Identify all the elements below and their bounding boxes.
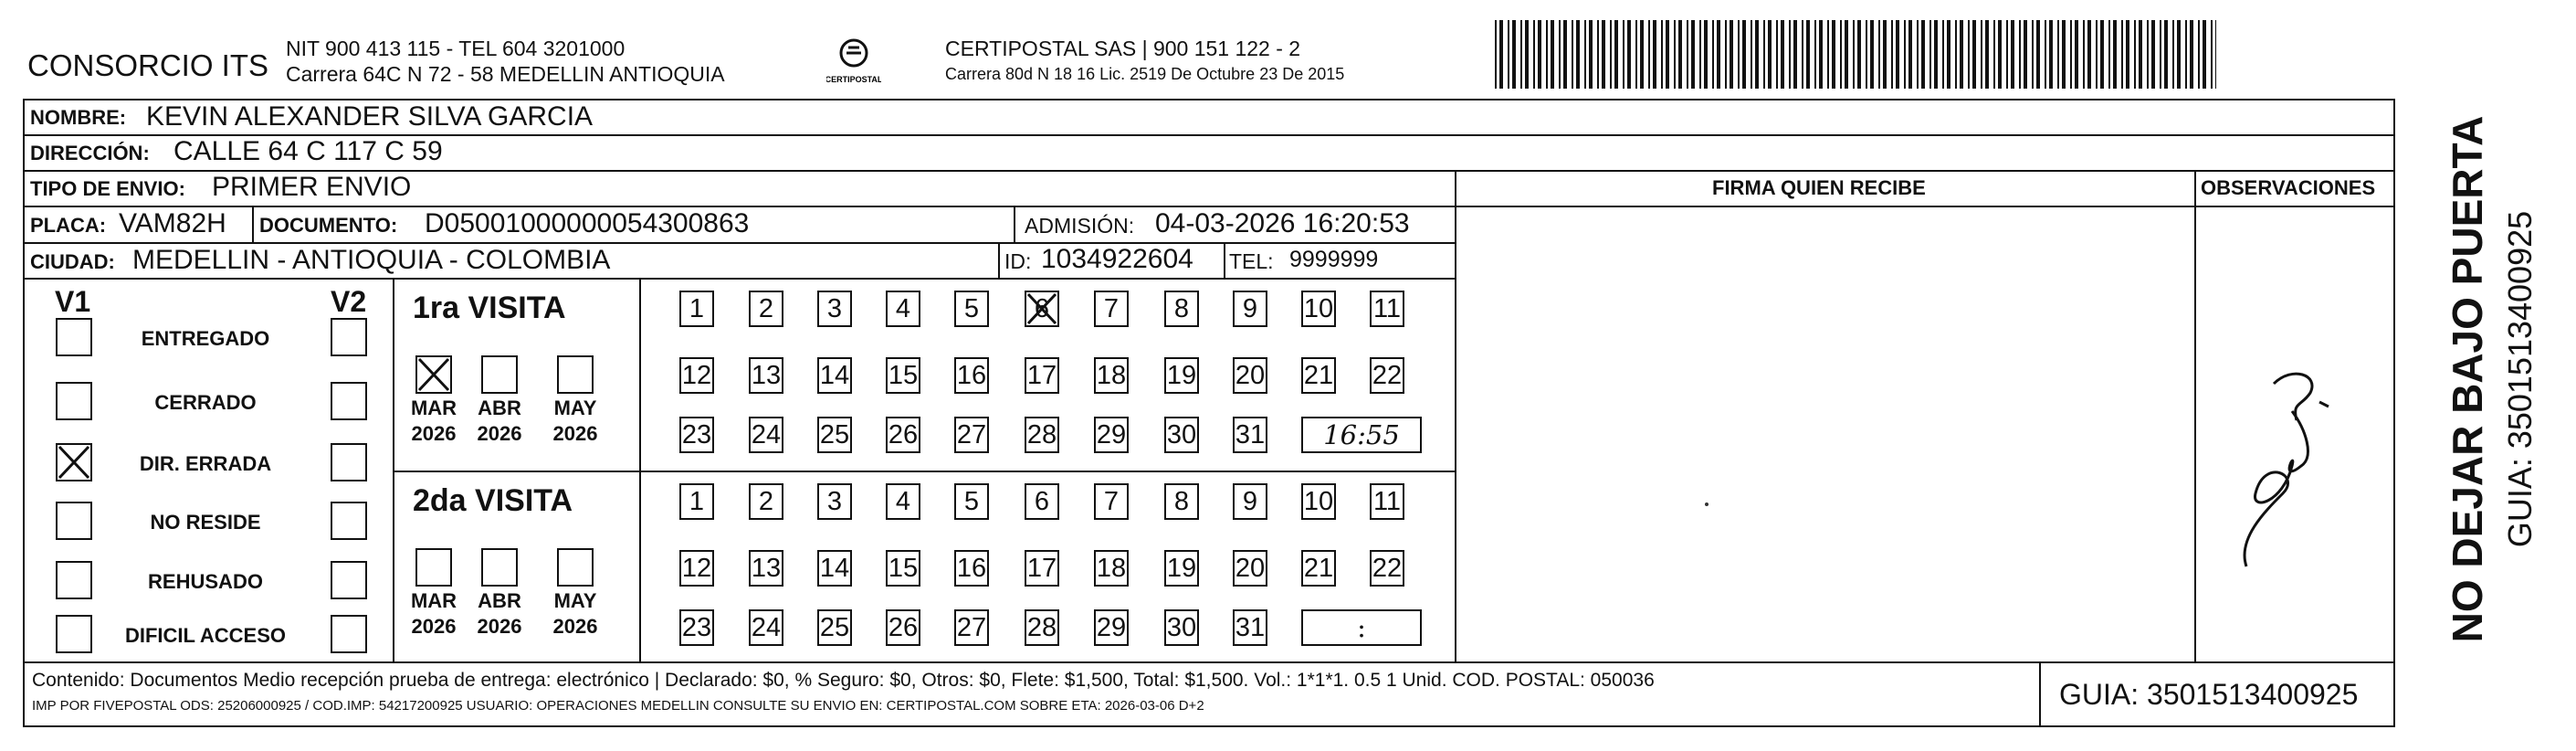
v2-label: V2 <box>331 285 367 318</box>
barcode-bar <box>1878 20 1880 89</box>
barcode-bar <box>1712 20 1714 89</box>
observaciones-scribble <box>2228 356 2347 594</box>
month-checkbox[interactable] <box>415 355 452 394</box>
barcode-bar <box>1623 20 1624 89</box>
barcode-bar <box>1576 20 1580 89</box>
v2-checkbox[interactable] <box>331 502 367 540</box>
barcode-bar <box>1891 20 1893 89</box>
side-text <box>2402 110 2571 649</box>
day-cell[interactable]: 29 <box>1094 417 1129 453</box>
visit-title: 1ra VISITA <box>413 291 566 325</box>
day-cell[interactable]: 9 <box>1233 483 1267 520</box>
barcode-bar <box>1947 20 1950 89</box>
barcode-bar <box>1661 20 1663 89</box>
barcode-bar <box>2087 20 2091 89</box>
placa-value: VAM82H <box>119 208 226 238</box>
barcode-bar <box>1845 20 1848 89</box>
tipo-envio-value: PRIMER ENVIO <box>212 172 412 202</box>
day-cell[interactable]: 22 <box>1370 550 1404 587</box>
barcode-bar <box>1584 20 1586 89</box>
day-cell[interactable]: 31 <box>1233 609 1267 646</box>
barcode-bar <box>1934 20 1938 89</box>
day-cell[interactable]: 17 <box>1025 550 1059 587</box>
day-cell[interactable]: 4 <box>886 483 920 520</box>
day-cell[interactable]: 20 <box>1233 357 1267 394</box>
documento-value: D05001000000054300863 <box>425 208 750 238</box>
placa-label: PLACA: <box>30 214 107 237</box>
day-cell[interactable]: 18 <box>1094 550 1129 587</box>
barcode-bar <box>1866 20 1867 89</box>
day-cell[interactable]: 28 <box>1025 417 1059 453</box>
status-label: DIFICIL ACCESO <box>124 624 287 647</box>
day-cell[interactable]: 17 <box>1025 357 1059 394</box>
barcode-bar <box>2036 20 2040 89</box>
barcode-bar <box>2121 20 2123 89</box>
day-cell[interactable]: 12 <box>679 357 714 394</box>
barcode-bar <box>1666 20 1669 89</box>
day-cell[interactable]: 20 <box>1233 550 1267 587</box>
month-year: 2026 <box>477 422 522 445</box>
carrier-name: CERTIPOSTAL SAS | 900 151 122 - 2 <box>945 37 1301 60</box>
visit-time-field[interactable]: : <box>1301 609 1422 646</box>
day-cell[interactable]: 30 <box>1164 417 1199 453</box>
barcode-bar <box>1806 20 1810 89</box>
barcode-bar <box>2011 20 2014 89</box>
status-label: REHUSADO <box>148 570 263 593</box>
footer-contenido: Contenido: Documentos Medio recepción prueba de entrega: electrónico | Declarado: $0, % Seguro: $0, Otros: $0, Flete: $1,500, Total: $1,500. Vol.: 1*1*1. 0.5 1 Unid. COD. POSTAL: 050036 <box>32 670 1655 691</box>
barcode-bar <box>1853 20 1855 89</box>
company-address: Carrera 64C N 72 - 58 MEDELLIN ANTIOQUIA <box>286 62 725 86</box>
nombre-value: KEVIN ALEXANDER SILVA GARCIA <box>146 101 594 132</box>
v1-checkbox[interactable] <box>56 318 92 356</box>
barcode-bar <box>1929 20 1931 89</box>
certipostal-logo <box>826 37 881 87</box>
barcode-bar <box>1520 20 1522 89</box>
footer-guia: GUIA: 3501513400925 <box>2059 678 2359 711</box>
company-nit-tel: NIT 900 413 115 - TEL 604 3201000 <box>286 37 626 60</box>
day-cell[interactable]: 2 <box>749 291 783 327</box>
day-cell[interactable]: 15 <box>886 550 920 587</box>
barcode-bar <box>2070 20 2072 89</box>
direccion-label: DIRECCIÓN: <box>30 142 150 164</box>
month-label: MAY <box>553 397 597 419</box>
side-guia: GUIA: 3501513400925 <box>2501 210 2539 548</box>
barcode-bar <box>2096 20 2098 89</box>
barcode-bar <box>1998 20 2002 89</box>
day-cell[interactable]: 14 <box>817 357 852 394</box>
month-label: MAR <box>410 397 457 419</box>
barcode-bar <box>1840 20 1842 89</box>
v1-checkbox[interactable] <box>56 443 92 481</box>
status-label: CERRADO <box>154 391 257 414</box>
barcode-bar <box>1610 20 1612 89</box>
barcode-bar <box>1512 20 1516 89</box>
month-checkbox[interactable] <box>481 548 518 587</box>
day-cell[interactable]: 29 <box>1094 609 1129 646</box>
barcode-bar <box>2108 20 2110 89</box>
month-year: 2026 <box>552 422 598 445</box>
month-checkbox[interactable] <box>415 548 452 587</box>
barcode-bar <box>2203 20 2206 89</box>
barcode-bar <box>1781 20 1784 89</box>
admision-label: ADMISIÓN: <box>1025 214 1135 238</box>
v1-checkbox[interactable] <box>56 382 92 420</box>
day-cell[interactable]: 16 <box>954 550 989 587</box>
day-cell[interactable]: 13 <box>749 550 783 587</box>
barcode-bar <box>1819 20 1823 89</box>
barcode-bar <box>1499 20 1503 89</box>
status-label: NO RESIDE <box>150 511 261 534</box>
day-cell[interactable]: 11 <box>1370 291 1404 327</box>
v1-checkbox[interactable] <box>56 615 92 653</box>
day-cell[interactable]: 1 <box>679 483 714 520</box>
barcode-bar <box>1678 20 1682 89</box>
day-cell[interactable]: 2 <box>749 483 783 520</box>
barcode-bar <box>2185 20 2187 89</box>
barcode-bar <box>1742 20 1746 89</box>
tel-label: TEL: <box>1229 249 1274 273</box>
barcode-bar <box>1725 20 1727 89</box>
barcode-bar <box>1776 20 1778 89</box>
day-cell[interactable]: 21 <box>1301 550 1336 587</box>
barcode-bar <box>2019 20 2021 89</box>
barcode-bar <box>2100 20 2104 89</box>
day-cell[interactable]: 3 <box>817 291 852 327</box>
barcode-bar <box>1653 20 1656 89</box>
barcode-bar <box>1857 20 1861 89</box>
barcode-bar <box>1985 20 1989 89</box>
barcode-bar <box>1827 20 1829 89</box>
barcode-bar <box>1993 20 1995 89</box>
day-cell[interactable]: 13 <box>749 357 783 394</box>
barcode-bar <box>1921 20 1925 89</box>
observaciones-label: OBSERVACIONES <box>2201 176 2376 199</box>
barcode-bar <box>1546 20 1548 89</box>
barcode-bar <box>1768 20 1772 89</box>
barcode-bar <box>1755 20 1759 89</box>
visit-time-field[interactable]: 16:55 <box>1301 417 1422 453</box>
barcode-bar <box>1960 20 1963 89</box>
barcode-bar <box>2139 20 2142 89</box>
month-checkbox[interactable] <box>557 355 594 394</box>
v1-checkbox[interactable] <box>56 502 92 540</box>
barcode-bar <box>1802 20 1803 89</box>
barcode-bar <box>2126 20 2129 89</box>
barcode-bar <box>1968 20 1970 89</box>
v2-checkbox[interactable] <box>331 382 367 420</box>
barcode-bar <box>2211 20 2213 89</box>
barcode-bar <box>1635 20 1637 89</box>
signature-divider <box>1455 170 1456 661</box>
id-value: 1034922604 <box>1041 244 1193 274</box>
day-cell[interactable]: 9 <box>1233 291 1267 327</box>
day-cell[interactable]: 28 <box>1025 609 1059 646</box>
day-cell[interactable]: 25 <box>817 609 852 646</box>
barcode-bar <box>1917 20 1919 89</box>
day-cell[interactable]: 6 <box>1025 291 1059 327</box>
day-cell[interactable]: 26 <box>886 609 920 646</box>
barcode-bar <box>1538 20 1541 89</box>
signature-mark <box>1703 498 1712 507</box>
day-cell[interactable]: 21 <box>1301 357 1336 394</box>
month-label: ABR <box>478 589 521 612</box>
tipo-envio-label: TIPO DE ENVIO: <box>30 177 185 200</box>
barcode-bar <box>2062 20 2066 89</box>
day-cell[interactable]: 10 <box>1301 291 1336 327</box>
barcode-bar <box>1687 20 1688 89</box>
day-cell[interactable]: 31 <box>1233 417 1267 453</box>
barcode-bar <box>1814 20 1816 89</box>
day-cell[interactable]: 22 <box>1370 357 1404 394</box>
day-cell[interactable]: 7 <box>1094 483 1129 520</box>
day-cell[interactable]: 24 <box>749 417 783 453</box>
barcode-bar <box>1730 20 1733 89</box>
barcode-bar <box>2006 20 2008 89</box>
v2-checkbox[interactable] <box>331 615 367 653</box>
day-cell[interactable]: 14 <box>817 550 852 587</box>
barcode-bar <box>2198 20 2200 89</box>
firma-label: FIRMA QUIEN RECIBE <box>1712 176 1926 199</box>
barcode-bar <box>2083 20 2085 89</box>
day-cell[interactable]: 10 <box>1301 483 1336 520</box>
barcode-bar <box>1572 20 1573 89</box>
barcode-bar <box>1908 20 1912 89</box>
v2-checkbox[interactable] <box>331 318 367 356</box>
barcode-bar <box>2075 20 2078 89</box>
barcode-bar <box>1589 20 1593 89</box>
no-dejar-bajo-puerta: NO DEJAR BAJO PUERTA <box>2444 115 2491 643</box>
barcode-bar <box>1704 20 1708 89</box>
barcode-bar <box>2172 20 2174 89</box>
barcode-bar <box>1495 20 1497 89</box>
barcode-bar <box>1717 20 1720 89</box>
month-checkbox[interactable] <box>481 355 518 394</box>
day-cell[interactable]: 6 <box>1025 483 1059 520</box>
tel-value: 9999999 <box>1289 247 1379 272</box>
day-cell[interactable]: 16 <box>954 357 989 394</box>
barcode-bar <box>1648 20 1650 89</box>
v1-label: V1 <box>55 285 91 318</box>
barcode-bar <box>2164 20 2168 89</box>
svg-text:CERTIPOSTAL: CERTIPOSTAL <box>826 75 881 84</box>
day-cell[interactable]: 3 <box>817 483 852 520</box>
nombre-label: NOMBRE: <box>30 106 127 129</box>
barcode-bar <box>2160 20 2161 89</box>
barcode-bar <box>1793 20 1797 89</box>
ciudad-value: MEDELLIN - ANTIOQUIA - COLOMBIA <box>132 245 611 275</box>
barcode-bar <box>2024 20 2027 89</box>
barcode-bar <box>1832 20 1835 89</box>
barcode-bar <box>1981 20 1982 89</box>
day-cell[interactable]: 7 <box>1094 291 1129 327</box>
day-cell[interactable]: 27 <box>954 417 989 453</box>
day-cell[interactable]: 25 <box>817 417 852 453</box>
barcode-bar <box>1640 20 1644 89</box>
ciudad-label: CIUDAD: <box>30 250 115 273</box>
barcode-bar <box>1563 20 1567 89</box>
barcode-bar <box>1972 20 1976 89</box>
month-year: 2026 <box>411 422 457 445</box>
day-cell[interactable]: 15 <box>886 357 920 394</box>
barcode-bar <box>1627 20 1631 89</box>
month-label: MAR <box>410 589 457 612</box>
day-cell[interactable]: 24 <box>749 609 783 646</box>
barcode-bar <box>1942 20 1944 89</box>
barcode-bar <box>1883 20 1887 89</box>
day-cell[interactable]: 5 <box>954 483 989 520</box>
documento-label: DOCUMENTO: <box>259 214 398 237</box>
status-label: ENTREGADO <box>141 327 270 350</box>
barcode-bar <box>1614 20 1618 89</box>
barcode-bar <box>1551 20 1554 89</box>
admision-value: 04-03-2026 16:20:53 <box>1155 208 1410 238</box>
barcode-bar <box>2215 20 2216 89</box>
barcode-bar <box>1955 20 1957 89</box>
barcode-bar <box>1699 20 1701 89</box>
barcode-bar <box>1559 20 1561 89</box>
barcode-bar <box>1870 20 1874 89</box>
barcode-bar <box>1763 20 1765 89</box>
v2-checkbox[interactable] <box>331 443 367 481</box>
month-label: MAY <box>553 589 597 612</box>
barcode-bar <box>1525 20 1529 89</box>
day-cell[interactable]: 8 <box>1164 291 1199 327</box>
day-cell[interactable]: 5 <box>954 291 989 327</box>
barcode-bar <box>2113 20 2117 89</box>
barcode-bar <box>2032 20 2034 89</box>
day-cell[interactable]: 1 <box>679 291 714 327</box>
day-cell[interactable]: 23 <box>679 609 714 646</box>
barcode-bar <box>2177 20 2181 89</box>
barcode-bar <box>1904 20 1906 89</box>
month-year: 2026 <box>411 615 457 638</box>
day-cell[interactable]: 19 <box>1164 550 1199 587</box>
month-year: 2026 <box>552 615 598 638</box>
barcode-bar <box>1691 20 1695 89</box>
observaciones-divider <box>2194 170 2196 661</box>
footer-imp: IMP POR FIVEPOSTAL ODS: 25206000925 / COD.IMP: 54217200925 USUARIO: OPERACIONES MEDELLIN CONSULTE SU ENVIO EN: CERTIPOSTAL.COM SOBRE ETA: 2026-03-06 D+2 <box>32 698 1204 714</box>
month-label: ABR <box>478 397 521 419</box>
barcode-bar <box>2057 20 2059 89</box>
day-cell[interactable]: 26 <box>886 417 920 453</box>
day-cell[interactable]: 19 <box>1164 357 1199 394</box>
day-cell[interactable]: 30 <box>1164 609 1199 646</box>
carrier-license: Carrera 80d N 18 16 Lic. 2519 De Octubre 23 De 2015 <box>945 65 1345 83</box>
barcode-bar <box>2190 20 2193 89</box>
barcode-bar <box>2147 20 2149 89</box>
day-cell[interactable]: 11 <box>1370 483 1404 520</box>
company-name: CONSORCIO ITS <box>27 48 269 82</box>
barcode-bar <box>2045 20 2046 89</box>
v2-checkbox[interactable] <box>331 561 367 599</box>
visit-title: 2da VISITA <box>413 483 573 518</box>
barcode-bar <box>2151 20 2155 89</box>
day-cell[interactable]: 12 <box>679 550 714 587</box>
barcode-bar <box>1738 20 1740 89</box>
barcode-bar <box>2049 20 2053 89</box>
day-cell[interactable]: 8 <box>1164 483 1199 520</box>
day-cell[interactable]: 4 <box>886 291 920 327</box>
id-label: ID: <box>1004 249 1032 273</box>
barcode-bar <box>1751 20 1752 89</box>
day-cell[interactable]: 23 <box>679 417 714 453</box>
barcode-bar <box>1602 20 1605 89</box>
barcode-bar <box>1597 20 1599 89</box>
barcode-bar <box>1896 20 1899 89</box>
barcode <box>1495 20 2216 89</box>
barcode-bar <box>1674 20 1676 89</box>
v1-checkbox[interactable] <box>56 561 92 599</box>
month-year: 2026 <box>477 615 522 638</box>
barcode-bar <box>2134 20 2136 89</box>
direccion-value: CALLE 64 C 117 C 59 <box>173 136 443 166</box>
barcode-bar <box>1508 20 1509 89</box>
barcode-bar <box>1789 20 1791 89</box>
status-label: DIR. ERRADA <box>139 452 272 475</box>
day-cell[interactable]: 27 <box>954 609 989 646</box>
month-checkbox[interactable] <box>557 548 594 587</box>
barcode-bar <box>1533 20 1535 89</box>
day-cell[interactable]: 18 <box>1094 357 1129 394</box>
